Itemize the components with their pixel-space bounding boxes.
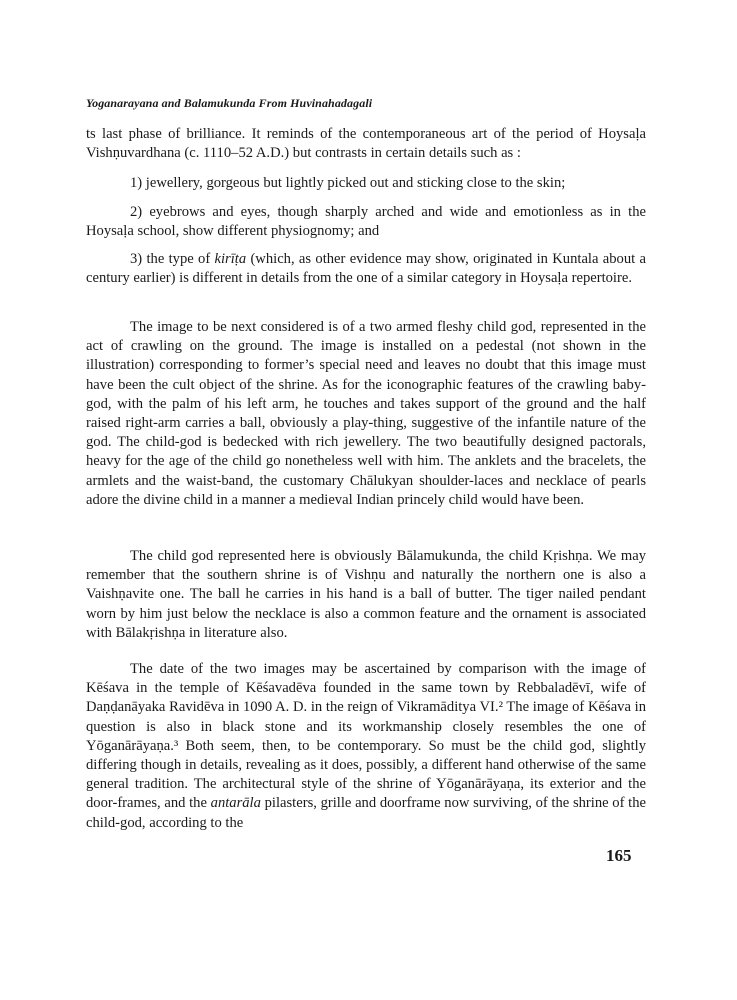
paragraph-text bbox=[86, 660, 646, 833]
italic-term: antarāla bbox=[210, 795, 261, 812]
text-run: 3) the type of bbox=[130, 251, 215, 267]
text-run: pilasters, grille and doorframe now surviving, of the shrine of the child-god, according to the bbox=[86, 795, 646, 831]
list-item-text: 2) eyebrows and eyes, though sharply arched and wide and emotionless as in the Hoysaḷa school, show different physiognomy; and bbox=[86, 204, 646, 240]
continuation-paragraph bbox=[86, 125, 646, 163]
paragraph-child-god bbox=[86, 318, 646, 510]
continuation-text: ts last phase of brilliance. It reminds of the contemporaneous art of the period of Hoysaḷa Vishṇuvardhana (c. 1110–52 A.D.) but contrasts in certain details such as : bbox=[86, 126, 646, 162]
paragraph-text: The child god represented here is obviously Bālamukunda, the child Kṛishṇa. We may remember that the southern shrine is of Vishṇu and naturally the northern one is also a Vaishṇavite one. The ball he carries in his hand is a ball of butter. The tiger nailed pendant worn by him just below the necklace is also a common feature and the ornament is associated with Bālakṛishṇa in literature also. bbox=[86, 548, 646, 641]
list-item-text bbox=[86, 250, 646, 288]
list-item-jewellery bbox=[86, 174, 646, 193]
text-run: The date of the two images may be ascertained by comparison with the image of Kēśava in the temple of Kēśavadēva founded in the same town by Rebbaladēvī, wife of Daṇḍanāyaka Ravidēva in 1090 A. D. in the reign of Vikramāditya VI.² The image of Kēśava in question is also in black stone and its workmanship closely resembles the one of Yōganārāyaṇa.³ Both seem, then, to be contemporary. So must be the child god, slightly differing though in details, revealing as it does, possibly, a different hand otherwise of the same general tradition. The architectural style of the shrine of Yōganārāyaṇa, its exterior and the door-frames, and the bbox=[86, 661, 646, 812]
paragraph-text: The image to be next considered is of a two armed fleshy child god, represented in the act of crawling on the ground. The image is installed on a pedestal (not shown in the illustration) corresponding to former’s special need and leaves no doubt that this image must have been the cult object of the shrine. As for the iconographic features of the crawling baby-god, with the palm of his left arm, he touches and takes support of the ground and the half raised right-arm carries a ball, obviously a play-thing, suggestive of the infantile nature of the god. The child-god is bedecked with rich jewellery. The two beautifully designed pactorals, heavy for the age of the child go nonetheless well with him. The anklets and the bracelets, the armlets and the waist-band, the customary Chālukyan shoulder-laces and necklace of pearls adore the divine child in a manner a medieval Indian princely child would have been. bbox=[86, 319, 646, 508]
list-item-kirita bbox=[86, 250, 646, 288]
italic-term: kirīṭa bbox=[214, 251, 247, 267]
page-number: 165 bbox=[606, 846, 632, 865]
running-header: Yoganarayana and Balamukunda From Huvinahadagali bbox=[86, 96, 373, 110]
list-item-text: 1) jewellery, gorgeous but lightly picked out and sticking close to the skin; bbox=[130, 175, 566, 191]
paragraph-dating bbox=[86, 660, 646, 833]
text-run: (which, as other evidence may show, originated in Kuntala about a century earlier) is different in details from the one of a similar category in Hoysaḷa repertoire. bbox=[86, 251, 646, 287]
list-item-eyebrows bbox=[86, 203, 646, 241]
paragraph-balamukunda bbox=[86, 547, 646, 643]
